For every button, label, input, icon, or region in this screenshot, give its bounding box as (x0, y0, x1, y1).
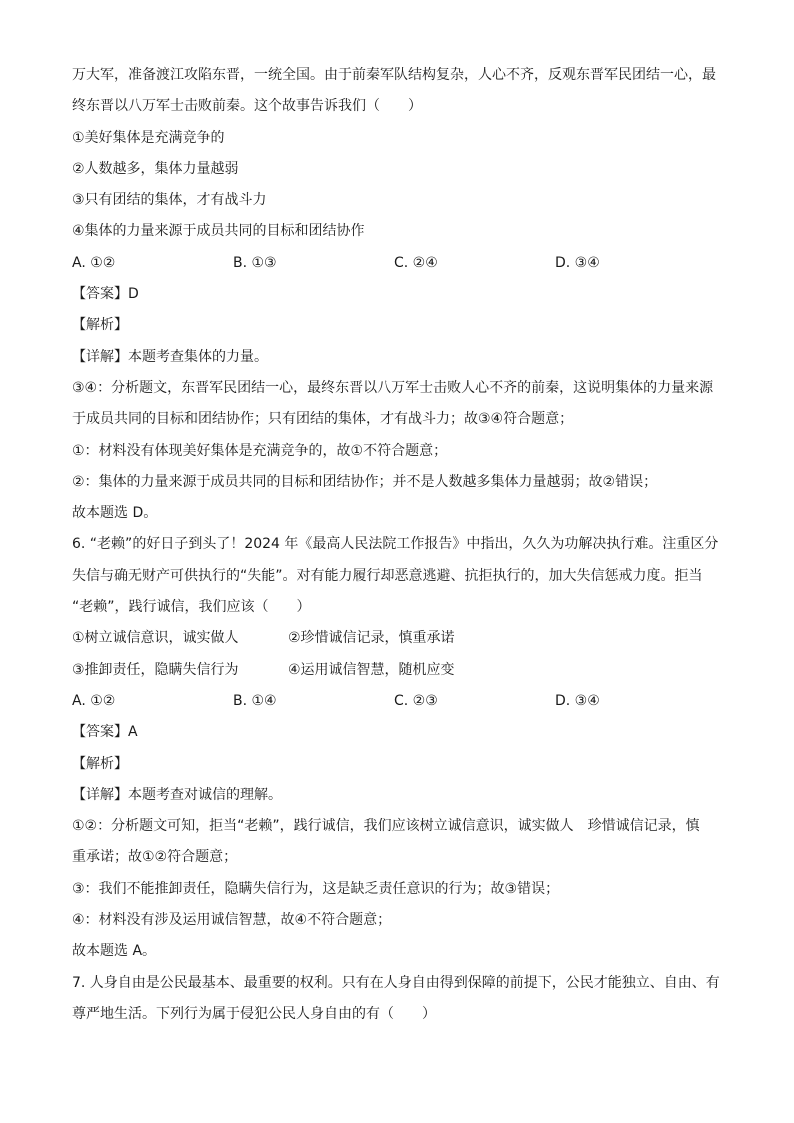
choice-c: C. ②③ (394, 692, 438, 709)
statement-option: ③只有团结的集体，才有战斗力 (72, 192, 267, 209)
analysis-label: 【解析】 (72, 755, 128, 772)
statement-option: ①树立诚信意识，诚实做人 (72, 630, 239, 647)
detail-line: ④：材料没有涉及运用诚信智慧，故④不符合题意； (72, 912, 392, 929)
detail-line: ①：材料没有体现美好集体是充满竞争的，故①不符合题意； (72, 442, 448, 459)
answer-label: 【答案】D (72, 286, 139, 303)
detail-line: ②：集体的力量来源于成员共同的目标和团结协作；并不是人数越多集体力量越弱；故②错误； (72, 473, 658, 490)
answer-choices (72, 686, 722, 717)
statement-option: ②人数越多，集体力量越弱 (72, 160, 239, 177)
answer-choices (72, 248, 722, 279)
statement-option-row (72, 623, 722, 654)
detail-line: 故本题选 D。 (72, 505, 158, 522)
question-7 (72, 968, 722, 1031)
statement-option: ②珍惜诚信记录，慎重承诺 (288, 630, 455, 647)
detail-line: 【详解】本题考查对诚信的理解。 (72, 786, 282, 803)
exam-page (72, 60, 722, 1030)
question-5 (72, 60, 722, 529)
choice-b: B. ①③ (233, 254, 277, 271)
question-stem-line: 失信与确无财产可供执行的“失能”。对有能力履行却恶意逃避、抗拒执行的，加大失信惩戒力度。拒当 (72, 567, 703, 584)
analysis-label: 【解析】 (72, 317, 128, 334)
statement-option: ①美好集体是充满竞争的 (72, 129, 225, 146)
detail-line: ③：我们不能推卸责任，隐瞒失信行为，这是缺乏责任意识的行为；故③错误； (72, 880, 560, 897)
detail-line: ①②：分析题文可知，拒当“老赖”，践行诚信，我们应该树立诚信意识，诚实做人 珍惜诚信记录，慎 (72, 818, 700, 835)
question-stem-line: 终东晋以八万军士击败前秦。这个故事告诉我们（ ） (72, 98, 422, 115)
statement-option: ④集体的力量来源于成员共同的目标和团结协作 (72, 223, 365, 240)
answer-label: 【答案】A (72, 724, 138, 741)
choice-b: B. ①④ (233, 692, 277, 709)
detail-line: 【详解】本题考查集体的力量。 (72, 348, 268, 365)
statement-option: ④运用诚信智慧，随机应变 (288, 661, 455, 678)
choice-d: D. ③④ (555, 254, 600, 271)
detail-line: 重承诺；故①②符合题意； (72, 849, 238, 866)
detail-line: 故本题选 A。 (72, 943, 157, 960)
question-stem-line: “老赖”，践行诚信，我们应该（ ） (72, 599, 311, 616)
detail-line: 于成员共同的目标和团结协作；只有团结的集体，才有战斗力；故③④符合题意； (72, 411, 574, 428)
question-stem-line: 万大军，准备渡江攻陷东晋，一统全国。由于前秦军队结构复杂，人心不齐，反观东晋军民团结一心，最 (72, 67, 716, 83)
detail-line: ③④：分析题文，东晋军民团结一心，最终东晋以八万军士击败人心不齐的前秦，这说明集体的力量来源 (72, 379, 714, 396)
question-6 (72, 529, 722, 967)
statement-option: ③推卸责任，隐瞒失信行为 (72, 661, 239, 678)
choice-a: A. ①② (72, 254, 116, 271)
choice-d: D. ③④ (555, 692, 600, 709)
question-stem-line: 6. “老赖”的好日子到头了！2024 年《最高人民法院工作报告》中指出，久久为功解决执行难。注重区分 (72, 536, 719, 553)
question-stem-line: 尊严地生活。下列行为属于侵犯公民人身自由的有（ ） (72, 1005, 436, 1022)
choice-c: C. ②④ (394, 254, 438, 271)
question-stem-line: 7. 人身自由是公民最基本、最重要的权利。只有在人身自由得到保障的前提下，公民才能独立、自由、有 (72, 974, 720, 991)
choice-a: A. ①② (72, 692, 116, 709)
statement-option-row (72, 655, 722, 686)
